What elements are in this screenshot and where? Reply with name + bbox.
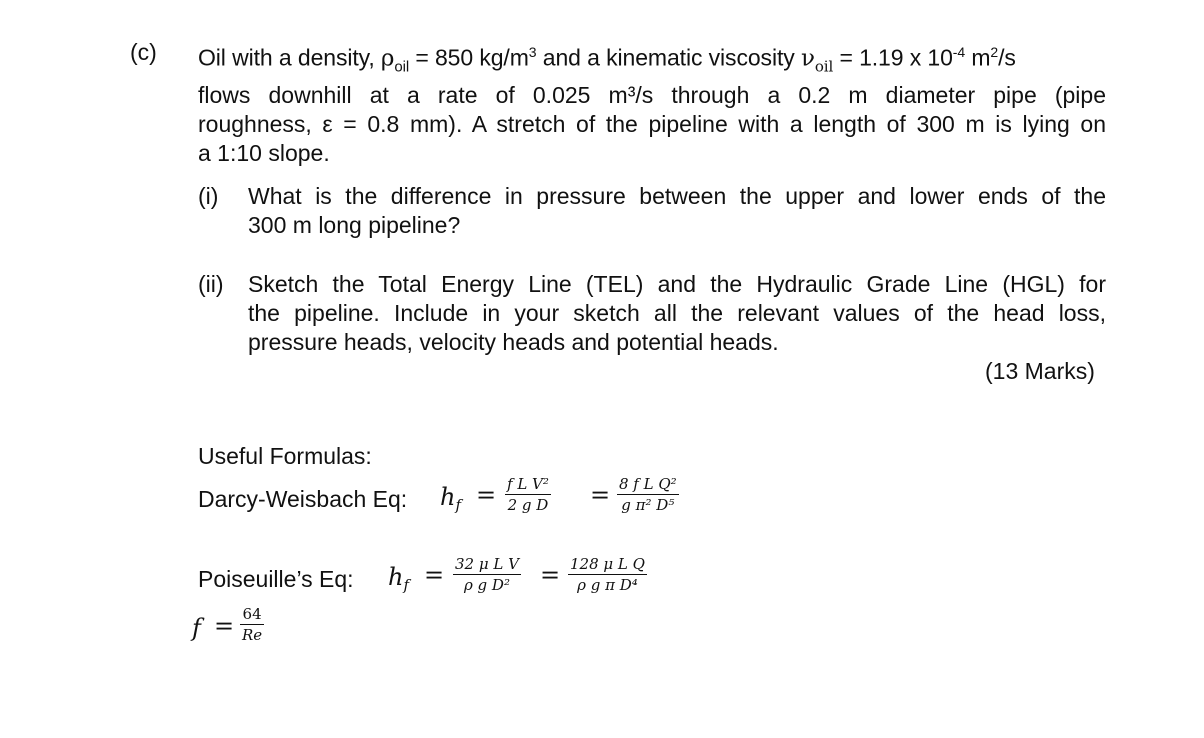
poiseuille-equals-2: = [540, 561, 561, 589]
darcy-lhs: $h_f$ [440, 483, 462, 514]
part-ii-line-1: Sketch the Total Energy Line (TEL) and the Hydraulic Grade Line (HGL) for [248, 271, 1106, 297]
part-i-text [248, 182, 1106, 240]
friction-lhs: f [192, 614, 201, 642]
friction-equals: = [214, 612, 235, 640]
friction-denominator: Re [242, 626, 263, 644]
friction-fraction [240, 604, 264, 645]
darcy-fraction-2-denominator: g π² D⁵ [621, 496, 675, 514]
part-i-label: (i) [198, 183, 219, 209]
part-i-line-1: What is the difference in pressure between the upper and lower ends of the [248, 183, 1106, 209]
darcy-equals-2: = [590, 481, 611, 509]
question-line-4: a 1:10 slope. [198, 140, 330, 167]
darcy-equals-1: = [476, 481, 497, 509]
poiseuille-fraction-1-numerator: 32 μ L V [455, 555, 519, 573]
poiseuille-fraction-2-numerator: 128 μ L Q [570, 555, 645, 573]
darcy-fraction-1-denominator: 2 g D [507, 496, 549, 514]
question-label: (c) [130, 39, 157, 65]
darcy-label: Darcy-Weisbach Eq: [198, 486, 408, 512]
darcy-fraction-1 [505, 474, 551, 515]
marks-label: (13 Marks) [985, 358, 1095, 384]
darcy-fraction-1-numerator: f L V² [507, 475, 549, 493]
part-ii-text [248, 270, 1106, 357]
part-ii-label: (ii) [198, 271, 224, 297]
poiseuille-fraction-2 [568, 554, 647, 595]
poiseuille-equals-1: = [424, 561, 445, 589]
part-i-line-2: 300 m long pipeline? [248, 212, 461, 238]
formulas-heading: Useful Formulas: [198, 443, 372, 469]
poiseuille-fraction-1-denominator: ρ g D² [463, 576, 510, 594]
darcy-fraction-2 [617, 474, 679, 515]
poiseuille-lhs: $h_f$ [388, 563, 410, 594]
poiseuille-label: Poiseuille’s Eq: [198, 566, 354, 592]
question-line-2: flows downhill at a rate of 0.025 m³/s through a 0.2 m diameter pipe (pipe [198, 82, 1106, 109]
question-line-1: Oil with a density, $\rho_{oil} = 850$ $kg/m^3$ and a kinematic viscosity $\nu_{oil} = 1.19$ x $10^{-4}$ $m^2/s$ [198, 44, 1016, 76]
question-text [198, 38, 1106, 168]
darcy-fraction-2-numerator: 8 f L Q² [619, 475, 677, 493]
part-ii-line-2: the pipeline. Include in your sketch all the relevant values of the head loss, [248, 300, 1106, 326]
poiseuille-fraction-1 [453, 554, 521, 595]
friction-numerator: 64 [242, 605, 262, 623]
part-ii-line-3: pressure heads, velocity heads and potential heads. [248, 329, 779, 355]
poiseuille-fraction-2-denominator: ρ g π D⁴ [577, 576, 638, 594]
question-line-3: roughness, ε = 0.8 mm). A stretch of the pipeline with a length of 300 m is lying on [198, 111, 1106, 138]
